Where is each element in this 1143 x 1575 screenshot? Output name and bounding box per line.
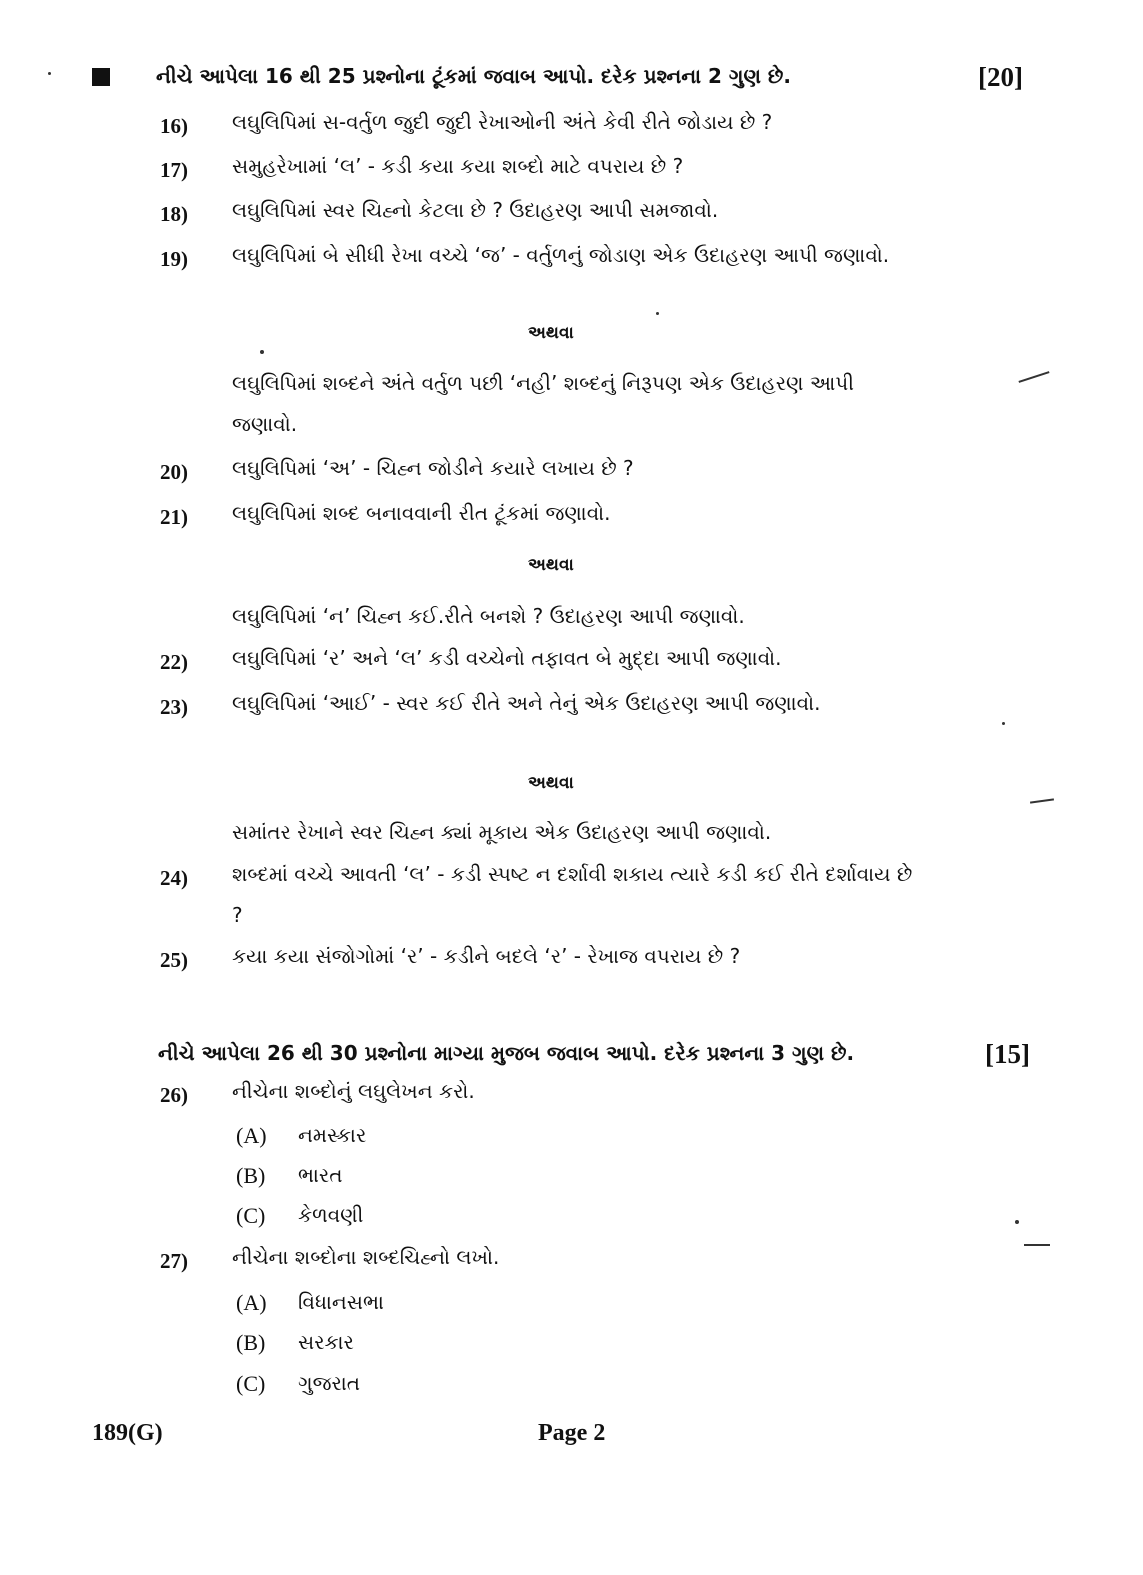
scan-mark — [1030, 798, 1054, 803]
question-number: 18) — [160, 202, 188, 226]
scan-speck — [260, 350, 264, 354]
question-number: 21) — [160, 505, 188, 529]
option-text: સરકાર — [298, 1330, 354, 1354]
question-text: લઘુલિપિમાં ‘ન’ ચિહ્ન કઈ.રીતે બનશે ? ઉદાહરણ આપી જણાવો. — [232, 604, 745, 628]
section1-marks: [20] — [978, 62, 1023, 92]
question-number: 26) — [160, 1083, 188, 1107]
option-text: વિધાનસભા — [298, 1290, 384, 1314]
section1-heading: નીચે આપેલા 16 થી 25 પ્રશ્નોના ટૂંકમાં જવાબ આપો. દરેક પ્રશ્નના 2 ગુણ છે. — [156, 64, 791, 88]
question-text: સમાંતર રેખાને સ્વર ચિહ્ન ક્યાં મૂકાય એક ઉદાહરણ આપી જણાવો. — [232, 820, 772, 844]
scan-speck — [1002, 722, 1005, 725]
question-text: નીચેના શબ્દોના શબ્દચિહ્નો લખો. — [232, 1245, 500, 1269]
section2-marks: [15] — [985, 1039, 1030, 1069]
question-text: લઘુલિપિમાં સ-વર્તુળ જુદી જુદી રેખાઓની અંતે કેવી રીતે જોડાય છે ? — [232, 110, 773, 134]
or-label: અથવા — [528, 555, 574, 575]
scan-speck — [1015, 1220, 1019, 1224]
scan-speck — [48, 72, 51, 75]
section-bullet — [92, 68, 110, 86]
or-label: અથવા — [528, 323, 574, 343]
question-number: 23) — [160, 695, 188, 719]
question-number: 24) — [160, 866, 188, 890]
scan-mark — [1018, 371, 1049, 383]
question-text: લઘુલિપિમાં બે સીધી રેખા વચ્ચે ‘જ’ - વર્તુળનું જોડાણ એક ઉદાહરણ આપી જણાવો. — [232, 243, 890, 267]
page-number: Page 2 — [538, 1420, 606, 1446]
paper-code: 189(G) — [92, 1420, 163, 1446]
question-text: લઘુલિપિમાં ‘અ’ - ચિહ્ન જોડીને કયારે લખાય છે ? — [232, 456, 634, 480]
question-text: શબ્દમાં વચ્ચે આવતી ‘લ’ - કડી સ્પષ્ટ ન દર્શાવી શકાય ત્યારે કડી કઈ રીતે દર્શાવાય છે ? — [232, 862, 913, 927]
option-label: (C) — [236, 1371, 266, 1396]
option-label: (A) — [236, 1123, 267, 1148]
question-number: 19) — [160, 247, 188, 271]
option-text: ગુજરાત — [298, 1371, 361, 1395]
or-label: અથવા — [528, 773, 574, 793]
question-text: લઘુલિપિમાં શબ્દ બનાવવાની રીત ટૂંકમાં જણાવો. — [232, 501, 611, 525]
option-label: (B) — [236, 1163, 266, 1188]
question-number: 27) — [160, 1249, 188, 1273]
question-number: 22) — [160, 650, 188, 674]
question-text: લઘુલિપિમાં સ્વર ચિહ્નો કેટલા છે ? ઉદાહરણ આપી સમજાવો. — [232, 198, 719, 222]
question-number: 17) — [160, 158, 188, 182]
question-number: 25) — [160, 948, 188, 972]
option-text: ભારત — [298, 1163, 343, 1187]
question-text: કયા કયા સંજોગોમાં ‘ર’ - કડીને બદલે ‘ર’ - રેખાજ વપરાય છે ? — [232, 944, 741, 968]
option-text: નમસ્કાર — [298, 1123, 367, 1147]
option-label: (A) — [236, 1290, 267, 1315]
scan-mark — [1024, 1244, 1050, 1246]
question-number: 16) — [160, 114, 188, 138]
question-number: 20) — [160, 460, 188, 484]
option-label: (B) — [236, 1330, 266, 1355]
section2-heading: નીચે આપેલા 26 થી 30 પ્રશ્નોના માગ્યા મુજબ જવાબ આપો. દરેક પ્રશ્નના 3 ગુણ છે. — [158, 1041, 855, 1065]
question-text: નીચેના શબ્દોનું લઘુલેખન કરો. — [232, 1079, 475, 1103]
question-text: લઘુલિપિમાં શબ્દને અંતે વર્તુળ પછી ‘નહી’ શબ્દનું નિરૂપણ એક ઉદાહરણ આપી જણાવો. — [232, 371, 854, 436]
option-label: (C) — [236, 1203, 266, 1228]
option-text: કેળવણી — [298, 1203, 364, 1227]
question-text: લઘુલિપિમાં ‘ર’ અને ‘લ’ કડી વચ્ચેનો તફાવત બે મુદ્દા આપી જણાવો. — [232, 646, 782, 670]
scan-speck — [656, 312, 659, 315]
question-text: સમુહરેખામાં ‘લ’ - કડી કયા કયા શબ્દો માટે વપરાય છે ? — [232, 154, 684, 178]
question-text: લઘુલિપિમાં ‘આઈ’ - સ્વર કઈ રીતે અને તેનું એક ઉદાહરણ આપી જણાવો. — [232, 691, 821, 715]
